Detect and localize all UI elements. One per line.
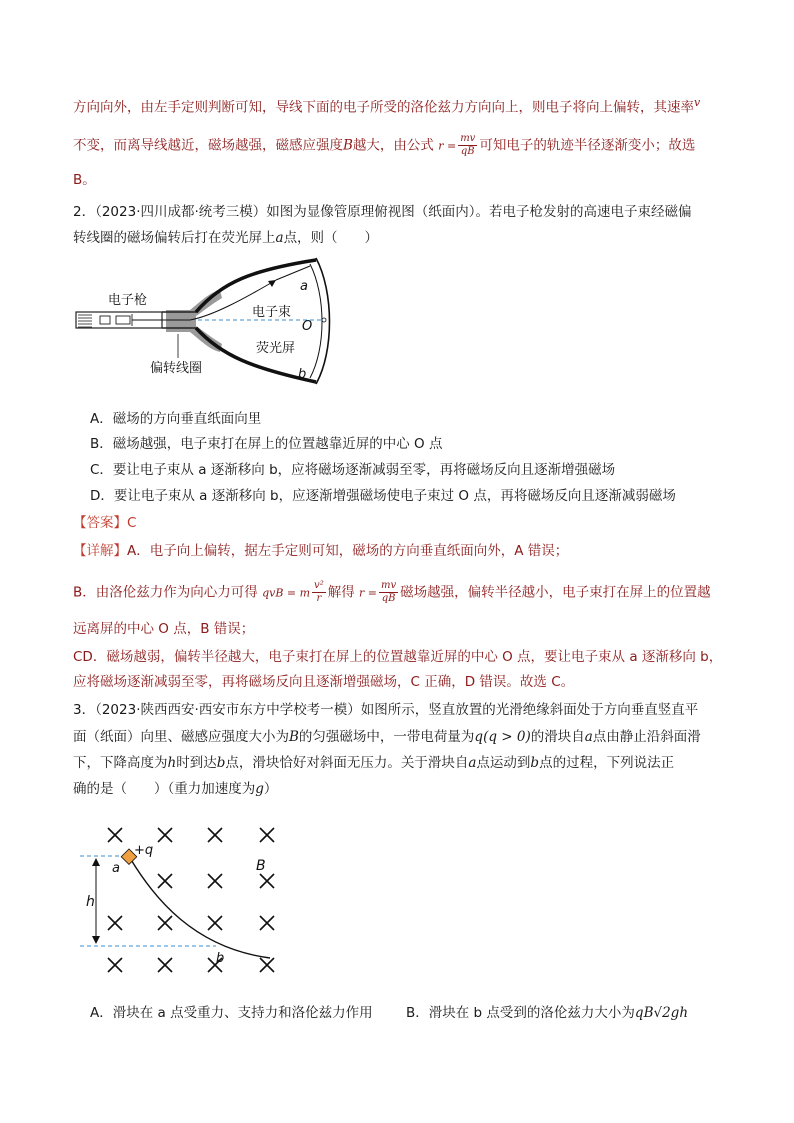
q3-option-b[interactable]: B．滑块在 b 点受到的洛伦兹力大小为qB√2gh [406,1005,689,1021]
prev-detail-line1: 方向向外，由左手定则判断可知，导线下面的电子所受的洛伦兹力方向向上，则电子将向上偏转，其速率$^v$ [73,96,701,116]
q3-stem-line1: 3．（2023·陕西西安·西安市东方中学校考一模）如图所示，竖直放置的光滑绝缘斜面处于方向垂直竖直平 [73,702,699,718]
q2-answer: 【答案】C [73,515,137,531]
label-charge: +q [134,843,154,858]
crt-diagram [72,252,342,392]
label-field-b: B [256,858,266,874]
q2-stem-line1: 2．（2023·四川成都·统考三模）如图为显像管原理俯视图（纸面内）。若电子枪发射的高速电子束经磁偏 [73,204,692,220]
q2-detail-line3: 远离屏的中心 O 点，B 错误； [73,621,255,637]
label-point-o: O [302,319,313,334]
label-point-a: a [112,861,120,876]
q2-detail-line4: CD．磁场越弱，偏转半径越大，电子束打在屏上的位置越靠近屏的中心 O 点，要让电子束从 a 逐渐移向 b， [73,649,723,665]
label-h: h [86,894,95,910]
prev-detail-line3: B。 [73,172,96,188]
label-point-b: b [298,367,307,382]
q2-option-b[interactable]: B．磁场越强，电子束打在屏上的位置越靠近屏的中心 O 点 [90,436,443,452]
label-coil: 偏转线圈 [150,361,203,376]
q3-stem-line4: 确的是（ ）（重力加速度为g） [73,781,278,797]
label-screen: 荧光屏 [256,341,296,356]
q3-stem-line3: 下，下降高度为h时到达b点，滑块恰好对斜面无压力。关于滑块自a点运动到b点的过程，下列说法正 [73,755,675,771]
slope-curve [130,858,270,958]
q2-detail-line1: 【详解】A．电子向上偏转，据左手定则可知，磁场的方向垂直纸面向外，A 错误； [73,543,569,559]
label-gun: 电子枪 [108,293,148,308]
label-beam: 电子束 [252,305,292,320]
q2-stem-line2: 转线圈的磁场偏转后打在荧光屏上a点，则（ ） [73,230,379,246]
slope-field-diagram [74,818,304,988]
q2-option-a[interactable]: A．磁场的方向垂直纸面向里 [90,411,262,427]
q3-option-a[interactable]: A．滑块在 a 点受重力、支持力和洛伦兹力作用 [90,1005,373,1021]
label-point-a: a [300,279,308,294]
label-point-b: b [216,951,225,966]
prev-detail-line2: 不变，而离导线越近，磁场越强，磁感应强度B越大，由公式 r = $\frac{mv}{qB}$ 可知电子的轨迹半径逐渐变小；故选 [73,133,696,157]
q2-option-c[interactable]: C．要让电子束从 a 逐渐移向 b，应将磁场逐渐减弱至零，再将磁场反向且逐渐增强磁场 [90,462,616,478]
q2-option-d[interactable]: D．要让电子束从 a 逐渐移向 b，应逐渐增强磁场使电子束过 O 点，再将磁场反向且逐渐减弱磁场 [90,488,676,504]
formula-fraction: $\frac{mv}{qB}$ [460,133,476,157]
q2-detail-line5: 应将磁场逐渐减弱至零，再将磁场反向且逐渐增强磁场，C 正确，D 错误。故选 C。 [73,674,575,690]
q2-detail-line2: B．由洛伦兹力作为向心力可得 qvB = m $\frac{\text{v²}}{r}$ 解得 r = $\frac{mv}{qB}$ 磁场越强，偏转半径越小，电子束打在屏上的位置越 [73,580,711,604]
q3-stem-line2: 面（纸面）向里、磁感应强度大小为B的匀强磁场中，一带电荷量为q(q > 0)的滑块自a点由静止沿斜面滑 [73,729,701,745]
field-crosses [108,828,274,972]
